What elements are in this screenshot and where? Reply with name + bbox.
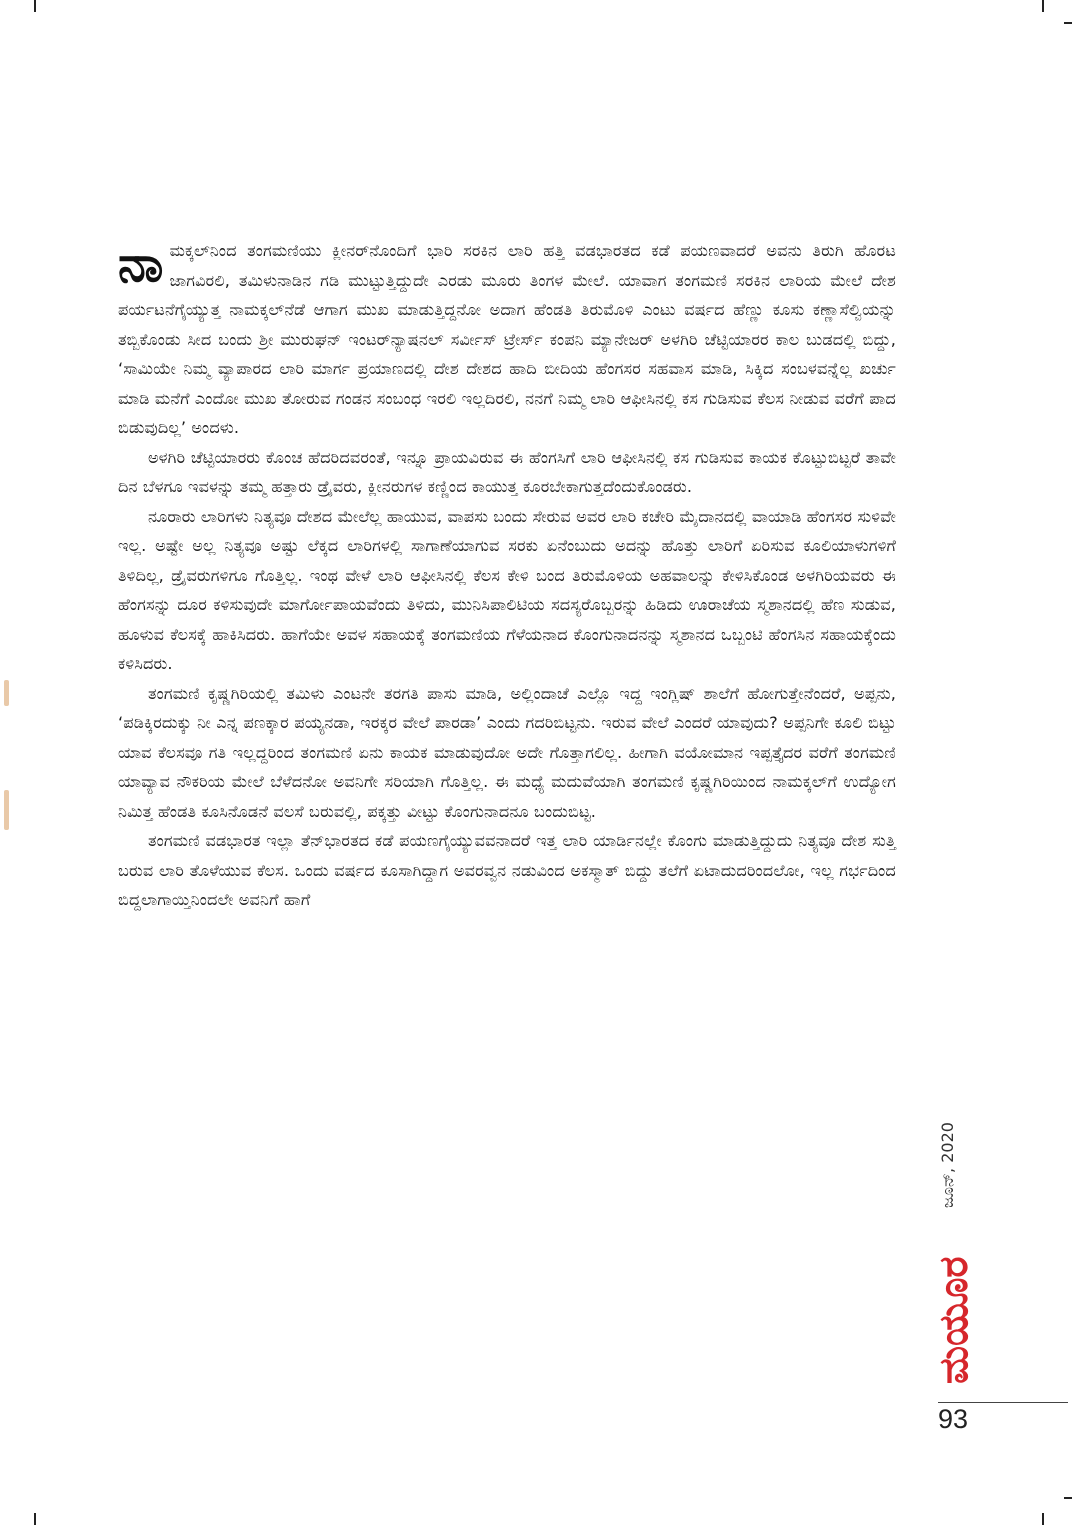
scan-speck xyxy=(4,680,9,706)
paragraph-3: ನೂರಾರು ಲಾರಿಗಳು ನಿತ್ಯವೂ ದೇಶದ ಮೇಲೆಲ್ಲ ಹಾಯುವ, ವಾಪಸು ಬಂದು ಸೇರುವ ಅವರ ಲಾರಿ ಕಚೇರಿ ಮೈದಾನದಲ್ಲಿ ವಾಯಾಡಿ ಹೆಂಗಸರ ಸುಳಿವೇ ಇಲ್ಲ. ಅಷ್ಟೇ ಅಲ್ಲ ನಿತ್ಯವೂ ಅಷ್ಟು ಲೆಕ್ಕದ ಲಾರಿಗಳಲ್ಲಿ ಸಾಗಾಣೆಯಾಗುವ ಸರಕು ಏನೆಂಬುದು ಅದನ್ನು ಹೊತ್ತು ಲಾರಿಗೆ ಏರಿಸುವ ಕೂಲಿಯಾಳುಗಳಿಗೆ ತಿಳಿದಿಲ್ಲ, ಡ್ರೈವರುಗಳಿಗೂ ಗೊತ್ತಿಲ್ಲ. ಇಂಥ ವೇಳೆ ಲಾರಿ ಆಫೀಸಿನಲ್ಲಿ ಕೆಲಸ ಕೇಳಿ ಬಂದ ತಿರುಮೊಳಿಯ ಅಹವಾಲನ್ನು ಕೇಳಿಸಿಕೊಂಡ ಅಳಗಿರಿಯವರು ಈ ಹೆಂಗಸನ್ನು ದೂರ ಕಳಿಸುವುದೇ ಮಾರ್ಗೋಪಾಯವೆಂದು ತಿಳಿದು, ಮುನಿಸಿಪಾಲಿಟಿಯ ಸದಸ್ಯರೊಬ್ಬರನ್ನು ಹಿಡಿದು ಊರಾಚೆಯ ಸ್ಮಶಾನದಲ್ಲಿ ಹೆಣ ಸುಡುವ, ಹೂಳುವ ಕೆಲಸಕ್ಕೆ ಹಾಕಿಸಿದರು. ಹಾಗೆಯೇ ಅವಳ ಸಹಾಯಕ್ಕೆ ತಂಗಮಣಿಯ ಗೆಳೆಯನಾದ ಕೊಂಗುನಾದನನ್ನು ಸ್ಮಶಾನದ ಒಬ್ಬಂಟಿ ಹೆಂಗಸಿನ ಸಹಾಯಕ್ಕೆಂದು ಕಳಿಸಿದರು. xyxy=(118,506,896,673)
page-number: 93 xyxy=(938,1404,969,1434)
crop-mark-top-left xyxy=(34,0,36,12)
paragraph-4: ತಂಗಮಣಿ ಕೃಷ್ಣಗಿರಿಯಲ್ಲಿ ತಮಿಳು ಎಂಟನೇ ತರಗತಿ ಪಾಸು ಮಾಡಿ, ಅಲ್ಲಿಂದಾಚೆ ಎಲ್ಲೊ ಇದ್ದ ಇಂಗ್ಲಿಷ್ ಶಾಲೆಗೆ ಹೋಗುತ್ತೇನೆಂದರೆ, ಅಪ್ಪನು, ‘ಪಡಿಕ್ಕಿರದುಕ್ಕು ನೀ ಎನ್ನ ಪಣಕ್ಕಾರ ಪಯ್ಯನಡಾ, ಇರಕ್ಕರ ವೇಲೆ ಪಾರಡಾ’ ಎಂದು ಗದರಿಬಿಟ್ಟನು. ಇರುವ ವೇಲೆ ಎಂದರೆ ಯಾವುದು? ಅಪ್ಪನಿಗೇ ಕೂಲಿ ಬಿಟ್ಟು ಯಾವ ಕೆಲಸವೂ ಗತಿ ಇಲ್ಲದ್ದರಿಂದ ತಂಗಮಣಿ ಏನು ಕಾಯಕ ಮಾಡುವುದೋ ಅದೇ ಗೊತ್ತಾಗಲಿಲ್ಲ. ಹೀಗಾಗಿ ವಯೋಮಾನ ಇಪ್ಪತ್ತೈದರ ವರೆಗೆ ತಂಗಮಣಿ ಯಾವ್ಯಾವ ನೌಕರಿಯ ಮೇಲೆ ಬೆಳೆದನೋ ಅವನಿಗೇ ಸರಿಯಾಗಿ ಗೊತ್ತಿಲ್ಲ. ಈ ಮಧ್ಯೆ ಮದುವೆಯಾಗಿ ತಂಗಮಣಿ ಕೃಷ್ಣಗಿರಿಯಿಂದ ನಾಮಕ್ಕಲ್‌ಗೆ ಉದ್ಯೋಗ ನಿಮಿತ್ತ ಹೆಂಡತಿ ಕೂಸಿನೊಡನೆ ವಲಸೆ ಬರುವಲ್ಲಿ, ಪಕ್ಕತ್ತು ವೀಟ್ಟು ಕೊಂಗುನಾದನೂ ಬಂದುಬಿಟ್ಟ. xyxy=(118,683,896,821)
article-body xyxy=(118,236,896,915)
sidebar xyxy=(928,1100,984,1400)
crop-mark-right-top xyxy=(1064,22,1072,24)
drop-cap: ನಾ xyxy=(118,235,164,293)
crop-mark-bottom-left xyxy=(34,1513,36,1525)
crop-mark-right-bottom xyxy=(1064,1497,1072,1499)
paragraph-2: ಅಳಗಿರಿ ಚೆಟ್ಟಿಯಾರರು ಕೊಂಚ ಹೆದರಿದವರಂತೆ, ಇನ್ನೂ ಪ್ರಾಯವಿರುವ ಈ ಹೆಂಗಸಿಗೆ ಲಾರಿ ಆಫೀಸಿನಲ್ಲಿ ಕಸ ಗುಡಿಸುವ ಕಾಯಕ ಕೊಟ್ಟುಬಿಟ್ಟರೆ ತಾವೇ ದಿನ ಬೆಳಗೂ ಇವಳನ್ನು ತಮ್ಮ ಹತ್ತಾರು ಡ್ರೈವರು, ಕ್ಲೀನರುಗಳ ಕಣ್ಣಿಂದ ಕಾಯುತ್ತ ಕೂರಬೇಕಾಗುತ್ತದೆಂದುಕೊಂಡರು. xyxy=(118,447,896,496)
issue-date: ಜೂನ್, 2020 xyxy=(938,1122,957,1208)
paragraph-5: ತಂಗಮಣಿ ವಡಭಾರತ ಇಲ್ಲಾ ತೆನ್‌ಭಾರತದ ಕಡೆ ಪಯಣಗೈಯ್ಯುವವನಾದರೆ ಇತ್ತ ಲಾರಿ ಯಾರ್ಡಿನಲ್ಲೇ ಕೊಂಗು ಮಾಡುತ್ತಿದ್ದುದು ನಿತ್ಯವೂ ದೇಶ ಸುತ್ತಿ ಬರುವ ಲಾರಿ ತೊಳೆಯುವ ಕೆಲಸ. ಒಂದು ವರ್ಷದ ಕೂಸಾಗಿದ್ದಾಗ ಅವರವ್ವನ ನಡುವಿಂದ ಅಕಸ್ಮಾತ್ ಬಿದ್ದು ತಲೆಗೆ ಏಟಾದುದರಿಂದಲೋ, ಇಲ್ಲ ಗರ್ಭದಿಂದ ಬಿದ್ದಲಾಗಾಯ್ತಿನಿಂದಲೇ ಅವನಿಗೆ ಹಾಗೆ xyxy=(118,831,896,909)
crop-mark-bottom-right xyxy=(1042,1513,1044,1525)
paragraph-1 xyxy=(118,236,896,443)
footer-rule xyxy=(938,1402,1068,1403)
magazine-logo: ಮಯೂರ xyxy=(931,1256,977,1384)
paragraph-text: ಮಕ್ಕಲ್‌ನಿಂದ ತಂಗಮಣಿಯು ಕ್ಲೀನರ್‌ನೊಂದಿಗೆ ಭಾರಿ ಸರಕಿನ ಲಾರಿ ಹತ್ತಿ ವಡಭಾರತದ ಕಡೆ ಪಯಣವಾದರೆ ಅವನು ತಿರುಗಿ ಹೊರಟ ಜಾಗವಿರಲಿ, ತಮಿಳುನಾಡಿನ ಗಡಿ ಮುಟ್ಟುತ್ತಿದ್ದುದೇ ಎರಡು ಮೂರು ತಿಂಗಳ ಮೇಲೆ. ಯಾವಾಗ ತಂಗಮಣಿ ಸರಕಿನ ಲಾರಿಯ ಮೇಲೆ ದೇಶ ಪರ್ಯಟನೆಗೈಯ್ಯುತ್ತ ನಾಮಕ್ಕಲ್‌ನೆಡೆ ಆಗಾಗ ಮುಖ ಮಾಡುತ್ತಿದ್ದನೋ ಅದಾಗ ಹೆಂಡತಿ ತಿರುಮೊಳಿ ಎಂಟು ವರ್ಷದ ಹೆಣ್ಣು ಕೂಸು ಕಣ್ಣಾಸೆಲ್ವಿಯನ್ನು ತಬ್ಬಿಕೊಂಡು ಸೀದ ಬಂದು ಶ್ರೀ ಮುರುಘನ್ ಇಂಟರ್‌ನ್ಯಾಷನಲ್ ಸರ್ವೀಸ್ ಟ್ರೇರ್ಸ್ ಕಂಪನಿ ಮ್ಯಾನೇಜರ್ ಅಳಗಿರಿ ಚೆಟ್ಟಿಯಾರರ ಕಾಲ ಬುಡದಲ್ಲಿ ಬಿದ್ದು, ‘ಸಾಮಿಯೇ ನಿಮ್ಮ ವ್ಯಾಪಾರದ ಲಾರಿ ಮಾರ್ಗ ಪ್ರಯಾಣದಲ್ಲಿ ದೇಶ ದೇಶದ ಹಾದಿ ಬೀದಿಯ ಹೆಂಗಸರ ಸಹವಾಸ ಮಾಡಿ, ಸಿಕ್ಕಿದ ಸಂಬಳವನ್ನೆಲ್ಲ ಖರ್ಚು ಮಾಡಿ ಮನೆಗೆ ಎಂದೋ ಮುಖ ತೋರುವ ಗಂಡನ ಸಂಬಂಧ ಇರಲಿ ಇಲ್ಲದಿರಲಿ, ನನಗೆ ನಿಮ್ಮ ಲಾರಿ ಆಫೀಸಿನಲ್ಲಿ ಕಸ ಗುಡಿಸುವ ಕೆಲಸ ನೀಡುವ ವರೆಗೆ ಪಾದ ಬಿಡುವುದಿಲ್ಲ’ ಅಂದಳು. xyxy=(118,241,896,437)
crop-mark-top-right xyxy=(1042,0,1044,12)
scan-speck xyxy=(4,790,9,830)
